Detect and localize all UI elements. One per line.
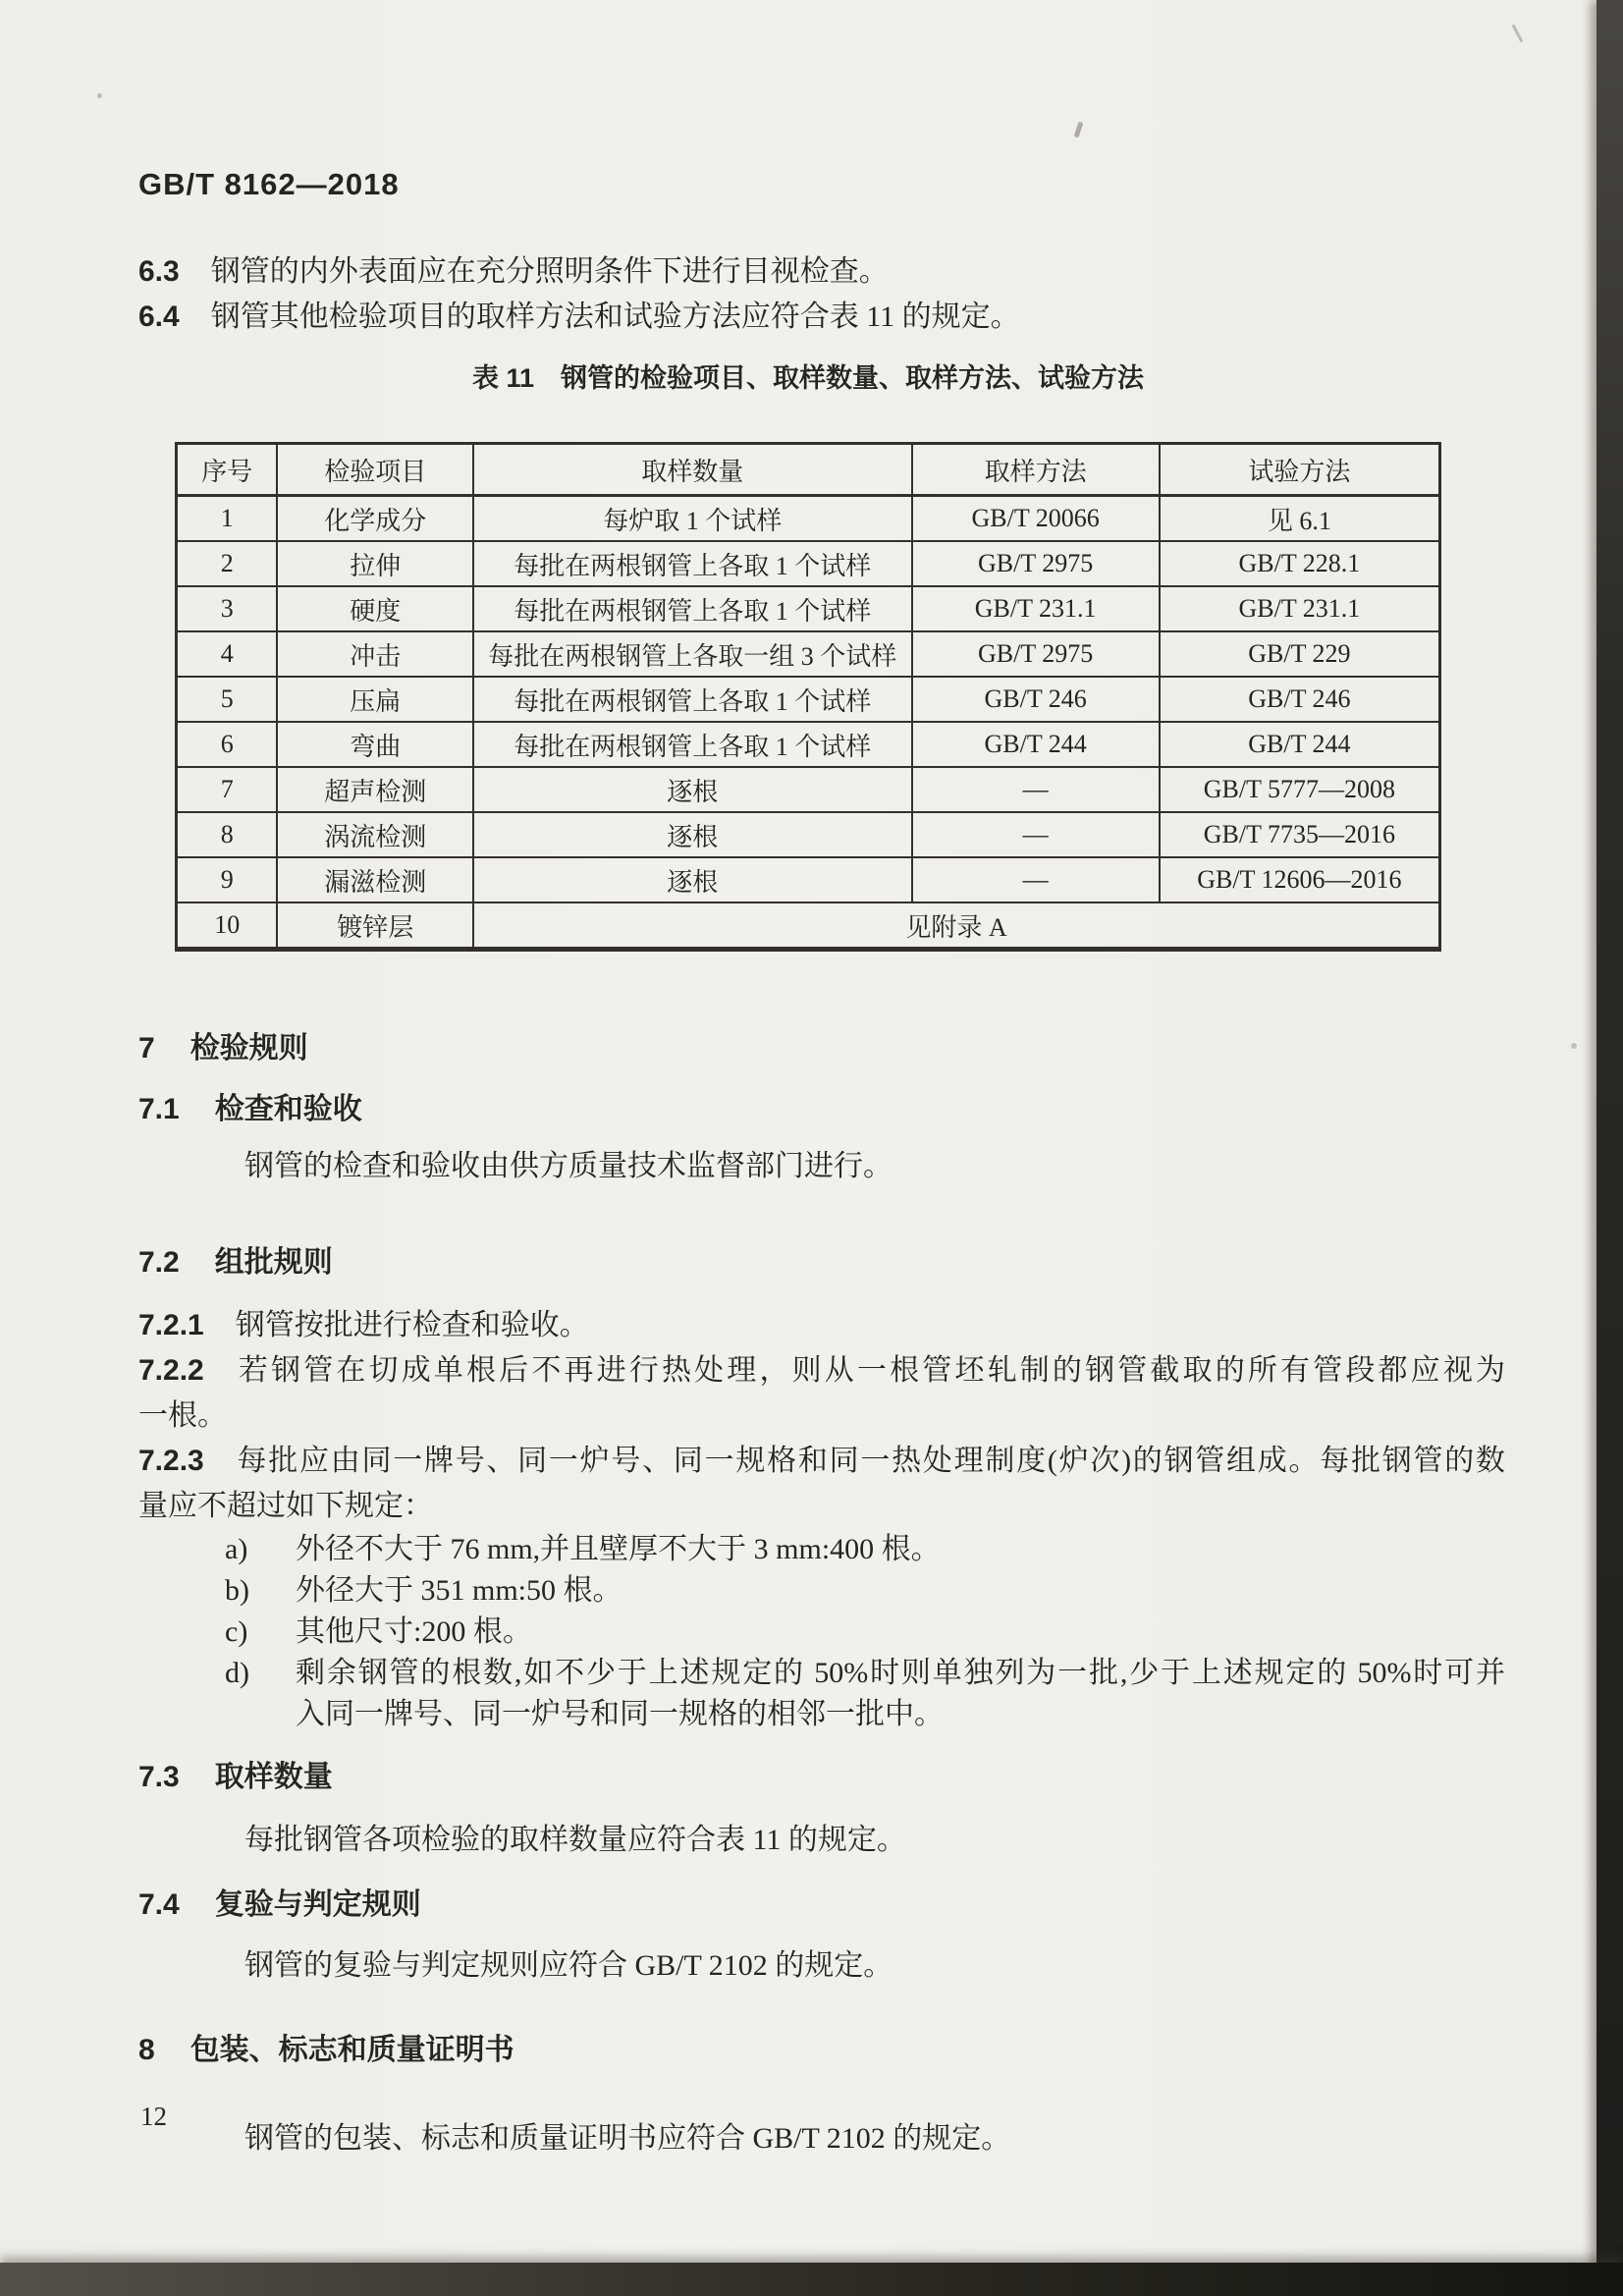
- table-cell: —: [912, 767, 1160, 812]
- clause-number: 7.2.1: [138, 1309, 204, 1341]
- heading-7: [138, 1026, 1505, 1071]
- table-cell: 逐根: [473, 767, 912, 812]
- table-cell: 见 6.1: [1160, 496, 1440, 542]
- table-cell: 每批在两根钢管上各取 1 个试样: [473, 722, 912, 767]
- list-text: 外径大于 351 mm:50 根。: [296, 1574, 622, 1607]
- table-cell: 冲击: [277, 631, 472, 677]
- table-cell: 7: [177, 767, 278, 812]
- table-cell: 镀锌层: [277, 902, 472, 950]
- clause-number: 7.2.2: [138, 1354, 204, 1387]
- table-cell: 漏滋检测: [277, 857, 472, 902]
- paragraph-8: 钢管的包装、标志和质量证明书应符合 GB/T 2102 的规定。: [244, 2122, 1011, 2155]
- table-cell: 压扁: [277, 677, 472, 722]
- heading-8: [138, 2028, 1505, 2073]
- heading-title: 组批规则: [214, 1246, 333, 1279]
- heading-title: 取样数量: [214, 1761, 333, 1793]
- heading-title: 检验规则: [189, 1032, 308, 1065]
- heading-number: 7: [138, 1032, 155, 1065]
- table-cell: GB/T 228.1: [1160, 541, 1440, 586]
- table-cell: 弯曲: [277, 722, 472, 767]
- clause-text: 每批应由同一牌号、同一炉号、同一规格和同一热处理制度(炉次)的钢管组成。每批钢管的数: [235, 1445, 1505, 1477]
- table-cell: GB/T 244: [912, 722, 1160, 767]
- table-cell: 逐根: [473, 857, 912, 902]
- list-text: 其他尺寸:200 根。: [296, 1615, 532, 1648]
- table-row: [177, 631, 1440, 677]
- table-cell: 2: [177, 541, 278, 586]
- table-cell: 每炉取 1 个试样: [473, 496, 912, 542]
- table-header-cell: 取样方法: [912, 444, 1160, 496]
- table-row: [177, 812, 1440, 857]
- table-cell: GB/T 5777—2008: [1160, 767, 1440, 812]
- doc-number: GB/T 8162—2018: [138, 167, 400, 201]
- clause-6-3: [138, 249, 1505, 295]
- heading-number: 7.2: [138, 1246, 180, 1279]
- table-cell: 每批在两根钢管上各取 1 个试样: [473, 586, 912, 631]
- table-cell: 5: [177, 677, 278, 722]
- table-cell: 涡流检测: [277, 812, 472, 857]
- list-item-c: [138, 1612, 1505, 1653]
- table-cell: 每批在两根钢管上各取 1 个试样: [473, 677, 912, 722]
- table-cell: GB/T 7735—2016: [1160, 812, 1440, 857]
- table-cell: —: [912, 857, 1160, 902]
- heading-7-3: [138, 1755, 1505, 1800]
- table-cell: 4: [177, 631, 278, 677]
- clause-7-2-2: [138, 1348, 1505, 1439]
- list-item-b: [138, 1570, 1505, 1612]
- table-cell: 每批在两根钢管上各取一组 3 个试样: [473, 631, 912, 677]
- heading-title: 检查和验收: [214, 1093, 362, 1125]
- table-row: [177, 902, 1440, 950]
- list-item-a: [138, 1529, 1505, 1570]
- paragraph-7-1: 钢管的检查和验收由供方质量技术监督部门进行。: [244, 1150, 893, 1182]
- heading-7-1: [138, 1087, 1505, 1132]
- table-row: [177, 677, 1440, 722]
- list-label: a): [225, 1533, 248, 1565]
- list-label: c): [225, 1615, 248, 1648]
- table-row: [177, 586, 1440, 631]
- clause-text: 若钢管在切成单根后不再进行热处理，则从一根管坯轧制的钢管截取的所有管段都应视为: [235, 1354, 1505, 1387]
- table-cell: GB/T 231.1: [1160, 586, 1440, 631]
- table-row: [177, 496, 1440, 542]
- table-header-cell: 试验方法: [1160, 444, 1440, 496]
- table-row: [177, 722, 1440, 767]
- table-cell: 8: [177, 812, 278, 857]
- scan-edge-bottom: [0, 2263, 1623, 2296]
- list-text-line: 入同一牌号、同一炉号和同一规格的相邻一批中。: [296, 1698, 944, 1730]
- page-content: [138, 167, 1505, 2161]
- table-row: [177, 857, 1440, 902]
- paragraph-7-4: 钢管的复验与判定规则应符合 GB/T 2102 的规定。: [244, 1949, 893, 1982]
- table-cell: —: [912, 812, 1160, 857]
- list-label: b): [225, 1574, 249, 1607]
- heading-number: 8: [138, 2034, 155, 2066]
- clause-text: 钢管按批进行检查和验收。: [235, 1309, 589, 1341]
- heading-number: 7.1: [138, 1093, 180, 1125]
- scan-speck: [97, 93, 102, 98]
- scan-edge-right: [1596, 0, 1623, 2296]
- list-item-d: [138, 1653, 1505, 1735]
- heading-title: 包装、标志和质量证明书: [189, 2034, 514, 2066]
- table-cell: 6: [177, 722, 278, 767]
- table-cell: 10: [177, 902, 278, 950]
- table-cell: 每批在两根钢管上各取 1 个试样: [473, 541, 912, 586]
- table-header-cell: 取样数量: [473, 444, 912, 496]
- clause-line: [138, 1348, 1505, 1394]
- clause-text: 钢管其他检验项目的取样方法和试验方法应符合表 11 的规定。: [210, 301, 1020, 333]
- table-header-cell: 序号: [177, 444, 278, 496]
- table-cell: GB/T 2975: [912, 631, 1160, 677]
- list-text-line: 剩余钢管的根数,如不少于上述规定的 50%时则单独列为一批,少于上述规定的 50%时可并: [296, 1657, 1505, 1689]
- table-cell: 超声检测: [277, 767, 472, 812]
- heading-7-4: [138, 1883, 1505, 1928]
- table-cell: 9: [177, 857, 278, 902]
- list-text: 外径不大于 76 mm,并且壁厚不大于 3 mm:400 根。: [296, 1533, 941, 1565]
- table-cell: 逐根: [473, 812, 912, 857]
- heading-number: 7.4: [138, 1888, 180, 1921]
- table-cell: 化学成分: [277, 496, 472, 542]
- table-header-cell: 检验项目: [277, 444, 472, 496]
- table-cell: 3: [177, 586, 278, 631]
- scan-speck: [1571, 1043, 1577, 1049]
- table-cell: 硬度: [277, 586, 472, 631]
- table-cell: 1: [177, 496, 278, 542]
- heading-title: 复验与判定规则: [214, 1888, 421, 1921]
- table-cell-span: 见附录 A: [473, 902, 1440, 950]
- clause-number: 6.3: [138, 255, 180, 288]
- table-cell: GB/T 246: [1160, 677, 1440, 722]
- page-number: 12: [140, 2102, 167, 2131]
- clause-7-2-1: [138, 1303, 1505, 1348]
- clause-6-4: [138, 295, 1505, 340]
- table-cell: GB/T 229: [1160, 631, 1440, 677]
- table-11-title: 表 11 钢管的检验项目、取样数量、取样方法、试验方法: [471, 363, 1145, 393]
- paragraph-7-3: 每批钢管各项检验的取样数量应符合表 11 的规定。: [244, 1824, 906, 1856]
- heading-7-2: [138, 1240, 1505, 1285]
- table-row: [177, 541, 1440, 586]
- clause-7-2-3: [138, 1439, 1505, 1529]
- list-text: [296, 1653, 1505, 1735]
- clause-text: 钢管的内外表面应在充分照明条件下进行目视检查。: [210, 255, 889, 288]
- table-cell: GB/T 246: [912, 677, 1160, 722]
- clause-line: 一根。: [138, 1399, 227, 1432]
- clause-line: [138, 1439, 1505, 1484]
- table-cell: GB/T 231.1: [912, 586, 1160, 631]
- clause-line: 量应不超过如下规定：: [138, 1490, 433, 1522]
- list-label: d): [225, 1657, 249, 1689]
- clause-number: 7.2.3: [138, 1445, 204, 1477]
- list-7-2-3: [138, 1529, 1505, 1735]
- table-header-row: [177, 444, 1440, 496]
- clause-number: 6.4: [138, 301, 180, 333]
- table-11: [175, 442, 1441, 952]
- heading-number: 7.3: [138, 1761, 180, 1793]
- table-cell: GB/T 2975: [912, 541, 1160, 586]
- scan-speck: [1511, 24, 1523, 42]
- table-row: [177, 767, 1440, 812]
- scan-speck: [1074, 122, 1084, 138]
- table-cell: GB/T 244: [1160, 722, 1440, 767]
- table-cell: 拉伸: [277, 541, 472, 586]
- table-cell: GB/T 12606—2016: [1160, 857, 1440, 902]
- table-cell: GB/T 20066: [912, 496, 1160, 542]
